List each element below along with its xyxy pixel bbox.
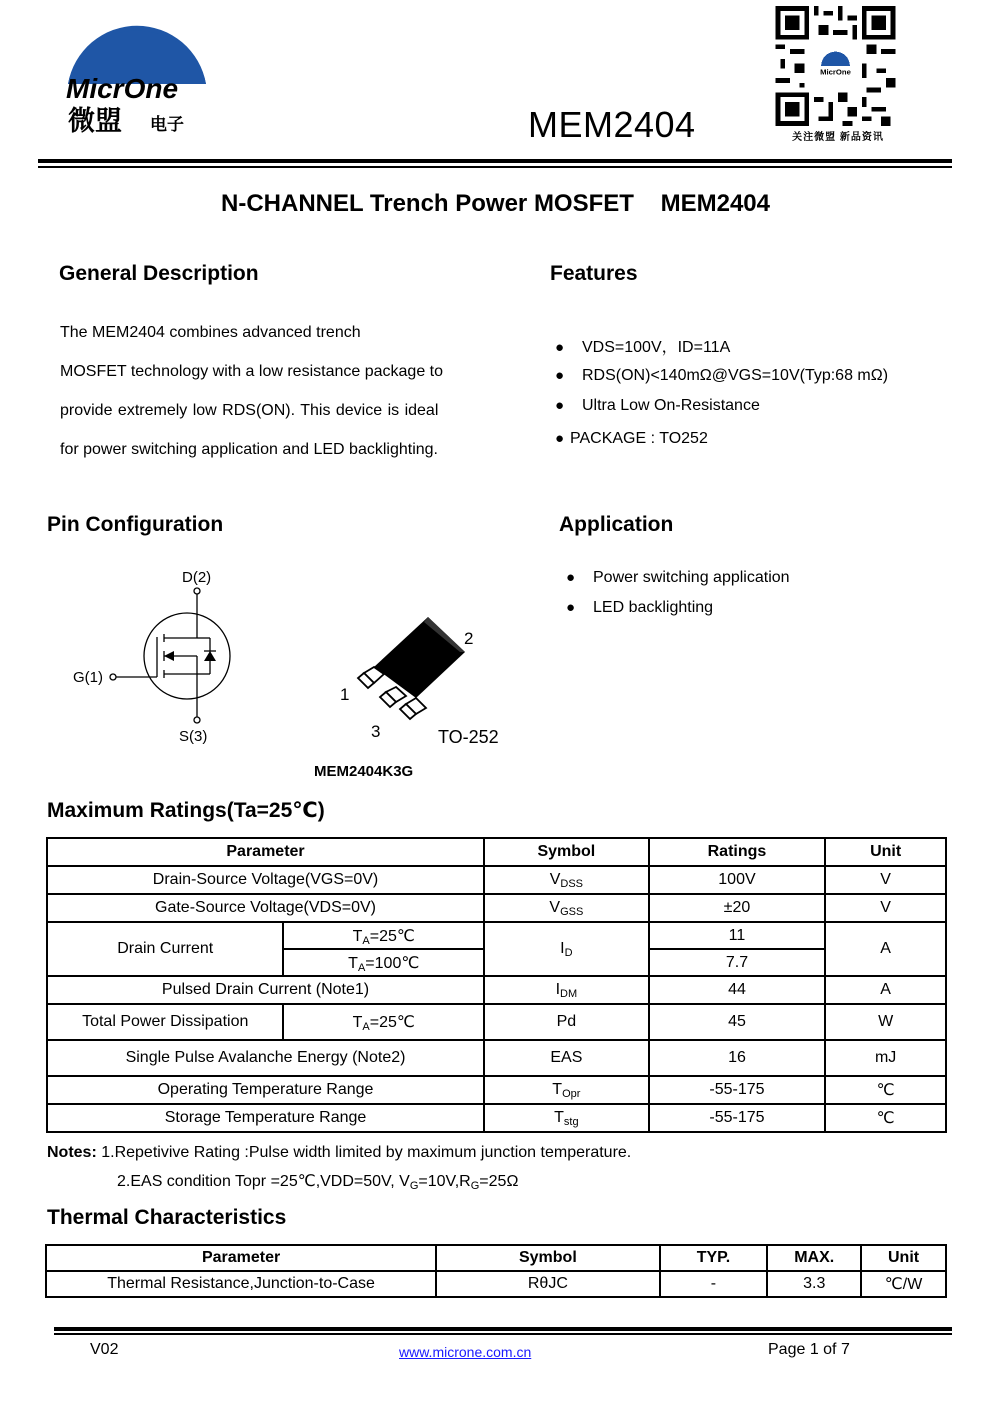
package-name-label: TO-252 (438, 727, 499, 747)
qr-code (773, 6, 898, 126)
table-row (47, 1076, 946, 1104)
cell-condition: $T_A=25℃$ (283, 1004, 484, 1040)
part-number-label: MEM2404K3G (314, 763, 414, 780)
logo-cn-text: 微盟 (68, 106, 122, 137)
feature-item: ● RDS(ON)<140mΩ@VGS=10V(Typ:68 mΩ) (555, 367, 889, 384)
mosfet-symbol-diagram (60, 562, 260, 752)
cell-parameter: Storage Temperature Range (47, 1104, 484, 1132)
cell-condition: $T_A=25℃$ (283, 922, 484, 949)
cell-parameter: Gate-Source Voltage(VDS=0V) (47, 894, 484, 922)
cell-symbol: $I_{DM}$ (484, 976, 649, 1004)
table-row (47, 1040, 946, 1076)
page-number: Page 1 of 7 (768, 1341, 850, 1358)
cell-unit: A (825, 922, 946, 976)
application-item: ● Power switching application (566, 569, 790, 586)
cell-symbol: $V_{DSS}$ (484, 866, 649, 894)
notes-label: Notes: (47, 1144, 97, 1161)
cell-parameter: Thermal Resistance,Junction-to-Case (46, 1271, 436, 1297)
cell-rating: -55-175 (649, 1076, 826, 1104)
features-heading: Features (550, 262, 638, 285)
table-row (47, 922, 946, 949)
package-pin2-label: 2 (464, 629, 474, 648)
thermal-table (45, 1244, 947, 1298)
header-typ: TYP. (660, 1245, 768, 1271)
cell-rating: 7.7 (649, 949, 826, 976)
cell-unit: ℃/W (861, 1271, 946, 1297)
microne-logo (62, 12, 212, 137)
application-heading: Application (559, 513, 674, 536)
cell-unit: V (825, 866, 946, 894)
notes (47, 1138, 631, 1196)
footer-rule-thin (54, 1333, 952, 1335)
table-row (47, 1104, 946, 1132)
qr-caption: 关注微盟 新品资讯 (792, 132, 884, 143)
bullet-icon: ● (555, 397, 565, 414)
general-description-text (60, 313, 478, 469)
header-unit: Unit (861, 1245, 946, 1271)
gate-pin-label: G(1) (73, 669, 103, 686)
cell-rating: -55-175 (649, 1104, 826, 1132)
package-pin3-label: 3 (371, 722, 381, 741)
cell-parameter: Single Pulse Avalanche Energy (Note2) (47, 1040, 484, 1076)
cell-symbol: $T_{Opr}$ (484, 1076, 649, 1104)
bullet-icon: ● (555, 430, 565, 447)
application-item: ● LED backlighting (566, 599, 714, 616)
header-unit: Unit (825, 838, 946, 866)
cell-unit: mJ (825, 1040, 946, 1076)
bullet-icon: ● (555, 367, 565, 384)
header-symbol: Symbol (484, 838, 649, 866)
general-description-line: for power switching application and LED backlighting. (60, 441, 438, 458)
feature-item: ● VDS=100V，ID=11A (555, 339, 731, 356)
cell-parameter: Pulsed Drain Current (Note1) (47, 976, 484, 1004)
cell-unit: ℃ (825, 1104, 946, 1132)
cell-parameter: Operating Temperature Range (47, 1076, 484, 1104)
pin-configuration-heading: Pin Configuration (47, 513, 224, 536)
cell-symbol: EAS (484, 1040, 649, 1076)
header-parameter: Parameter (46, 1245, 436, 1271)
header-ratings: Ratings (649, 838, 826, 866)
cell-symbol: $V_{GSS}$ (484, 894, 649, 922)
cell-rating: 44 (649, 976, 826, 1004)
general-description-line: The MEM2404 combines advanced trench (60, 324, 361, 341)
version-label: V02 (90, 1341, 119, 1358)
logo-cn-small-text: 电子 (150, 115, 184, 135)
bullet-icon: ● (566, 569, 576, 586)
footer-rule-thick (54, 1327, 952, 1331)
document-title: MEM2404 (528, 104, 696, 145)
maximum-ratings-table (46, 837, 947, 1133)
cell-condition: $T_A=100℃$ (283, 949, 484, 976)
bullet-icon: ● (566, 599, 576, 616)
table-row (47, 894, 946, 922)
cell-rating: ±20 (649, 894, 826, 922)
table-header-row (47, 838, 946, 866)
general-description-line: provide extremely low RDS(ON). This device is ideal (60, 402, 439, 419)
general-description-line: MOSFET technology with a low resistance package to (60, 363, 443, 380)
cell-unit: ℃ (825, 1076, 946, 1104)
drain-pin-label: D(2) (182, 569, 212, 586)
cell-rating: 100V (649, 866, 826, 894)
logo-text: MicrOne (66, 73, 179, 104)
cell-symbol: $I_D$ (484, 922, 649, 976)
source-pin-label: S(3) (179, 728, 208, 745)
bullet-icon: ● (555, 339, 565, 356)
note-1: Notes: 1.Repetivive Rating :Pulse width limited by maximum junction temperature. (47, 1144, 632, 1161)
general-description-heading: General Description (59, 262, 259, 285)
main-title: N-CHANNEL Trench Power MOSFET MEM2404 (221, 190, 770, 217)
table-row (47, 866, 946, 894)
cell-max: 3.3 (767, 1271, 861, 1297)
table-row (47, 1004, 946, 1040)
cell-rating: 45 (649, 1004, 826, 1040)
cell-rating: 16 (649, 1040, 826, 1076)
header-symbol: Symbol (436, 1245, 659, 1271)
header-rule-thin (38, 166, 952, 168)
header-max: MAX. (767, 1245, 861, 1271)
header-parameter: Parameter (47, 838, 484, 866)
table-header-row (46, 1245, 946, 1271)
cell-parameter: Total Power Dissipation (47, 1004, 283, 1040)
cell-unit: W (825, 1004, 946, 1040)
maximum-ratings-heading: Maximum Ratings(Ta=25℃) (47, 799, 325, 822)
cell-unit: V (825, 894, 946, 922)
table-row (47, 976, 946, 1004)
table-row (46, 1271, 946, 1297)
cell-symbol: Pd (484, 1004, 649, 1040)
qr-center-logo-text: MicrOne (820, 67, 851, 77)
cell-unit: A (825, 976, 946, 1004)
website-link[interactable]: www.microne.com.cn (399, 1344, 532, 1360)
thermal-heading: Thermal Characteristics (47, 1206, 287, 1229)
header-rule-thick (38, 159, 952, 163)
feature-item: ● Ultra Low On-Resistance (555, 397, 760, 414)
cell-rating: 11 (649, 922, 826, 949)
cell-parameter: Drain-Source Voltage(VGS=0V) (47, 866, 484, 894)
cell-parameter: Drain Current (47, 922, 283, 976)
cell-symbol: $T_{stg}$ (484, 1104, 649, 1132)
cell-typ: - (660, 1271, 768, 1297)
package-pin1-label: 1 (340, 685, 350, 704)
note-2: 2.EAS condition Topr =25℃,VDD=50V, $V_G=10V,R_G=25\Omega$ (117, 1173, 519, 1192)
cell-symbol: RθJC (436, 1271, 659, 1297)
feature-item: ● PACKAGE : TO252 (555, 430, 708, 447)
to252-package-drawing (330, 612, 520, 752)
